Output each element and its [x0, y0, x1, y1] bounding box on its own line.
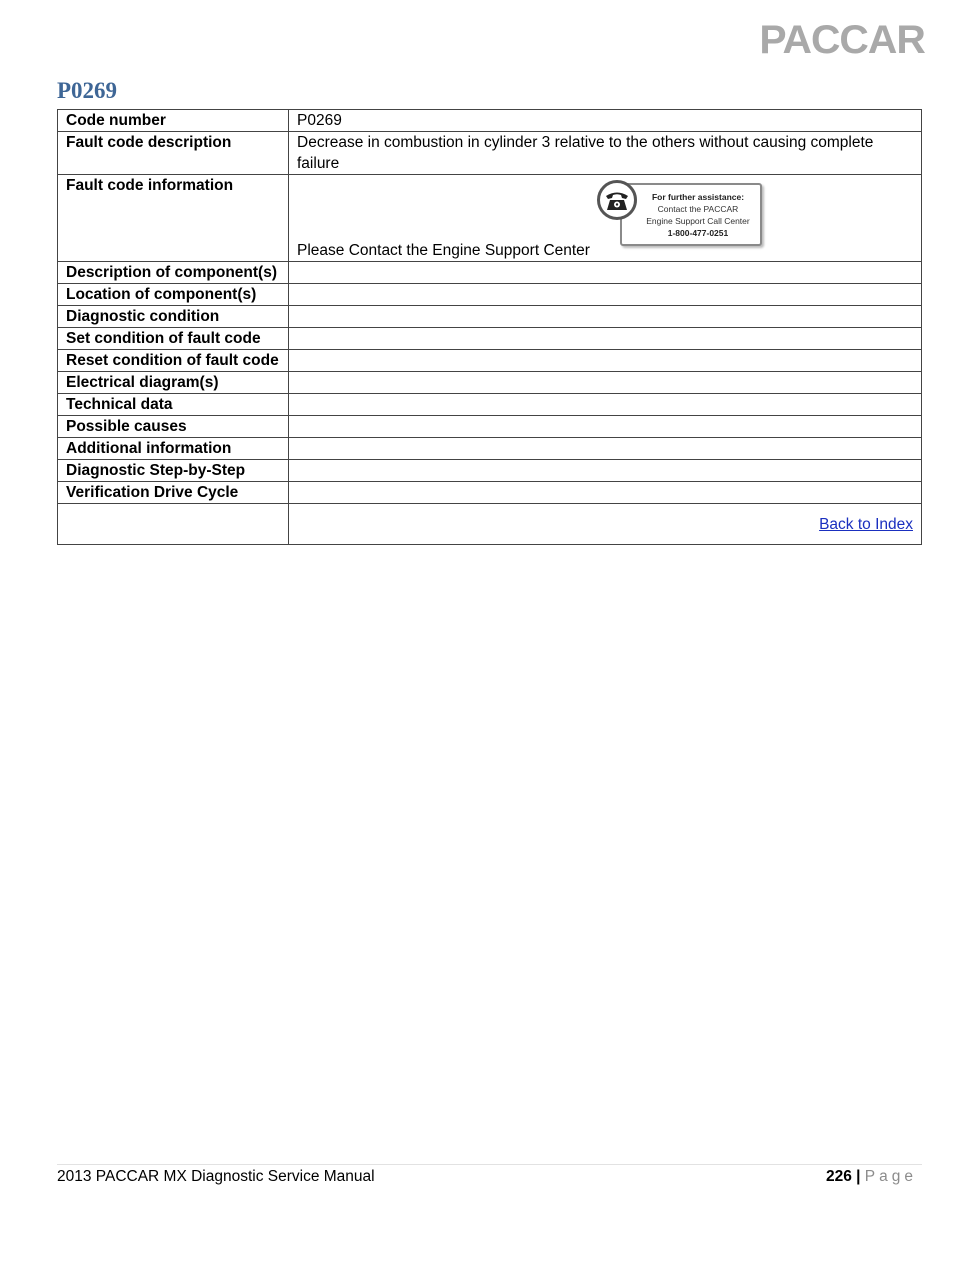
- footer-divider: [57, 1164, 922, 1165]
- back-link-cell: [289, 504, 922, 545]
- assist-line3: Engine Support Call Center: [646, 216, 750, 226]
- table-row: [58, 175, 922, 262]
- table-row: [58, 350, 922, 372]
- table-row: [58, 306, 922, 328]
- row-value: [289, 306, 922, 328]
- assist-line2: Contact the PACCAR: [657, 204, 739, 214]
- row-label: Description of component(s): [58, 262, 289, 284]
- row-label: Location of component(s): [58, 284, 289, 306]
- assist-phone: 1-800-477-0251: [667, 228, 729, 238]
- row-label: Possible causes: [58, 416, 289, 438]
- page-title: P0269: [57, 78, 118, 103]
- row-value: P0269: [289, 110, 922, 132]
- row-value: [289, 372, 922, 394]
- row-value: [289, 284, 922, 306]
- table-row: [58, 416, 922, 438]
- footer-manual-title: 2013 PACCAR MX Diagnostic Service Manual: [57, 1168, 375, 1185]
- row-value: Decrease in combustion in cylinder 3 relative to the others without causing complete failure: [289, 132, 922, 175]
- row-value: [289, 328, 922, 350]
- table-row: [58, 262, 922, 284]
- assist-line1: For further assistance:: [651, 192, 745, 202]
- table-row: [58, 460, 922, 482]
- table-row: [58, 328, 922, 350]
- row-label: Additional information: [58, 438, 289, 460]
- table-row: [58, 438, 922, 460]
- row-label: Code number: [58, 110, 289, 132]
- page-separator: |: [856, 1168, 861, 1185]
- row-label: Verification Drive Cycle: [58, 482, 289, 504]
- row-value: [289, 262, 922, 284]
- row-value: [289, 350, 922, 372]
- row-value: Please Contact the Engine Support Center: [297, 242, 590, 259]
- row-label: Fault code description: [58, 132, 289, 175]
- table-row: [58, 504, 922, 545]
- fault-info-cell: [289, 175, 922, 262]
- assistance-badge: [597, 180, 765, 246]
- paccar-logo: PACCAR: [759, 18, 925, 62]
- table-row: [58, 132, 922, 175]
- row-label: Diagnostic Step-by-Step: [58, 460, 289, 482]
- row-label: Technical data: [58, 394, 289, 416]
- row-value: [289, 394, 922, 416]
- table-row: [58, 372, 922, 394]
- fault-code-table: [57, 109, 922, 545]
- footer-page-indicator: [826, 1168, 917, 1186]
- row-value: [289, 482, 922, 504]
- table-row: [58, 110, 922, 132]
- page-word: Page: [864, 1168, 917, 1185]
- row-label: Set condition of fault code: [58, 328, 289, 350]
- table-row: [58, 394, 922, 416]
- row-label: Reset condition of fault code: [58, 350, 289, 372]
- row-value: [289, 416, 922, 438]
- table-row: [58, 284, 922, 306]
- row-value: [289, 438, 922, 460]
- back-to-index-link[interactable]: Back to Index: [819, 515, 913, 533]
- table-row: [58, 482, 922, 504]
- telephone-icon: [597, 180, 637, 220]
- assistance-box: [620, 183, 762, 246]
- empty-cell: [58, 504, 289, 545]
- row-label: Diagnostic condition: [58, 306, 289, 328]
- row-label: Electrical diagram(s): [58, 372, 289, 394]
- row-value: [289, 460, 922, 482]
- row-label: Fault code information: [58, 175, 289, 262]
- page-number: 226: [825, 1168, 852, 1185]
